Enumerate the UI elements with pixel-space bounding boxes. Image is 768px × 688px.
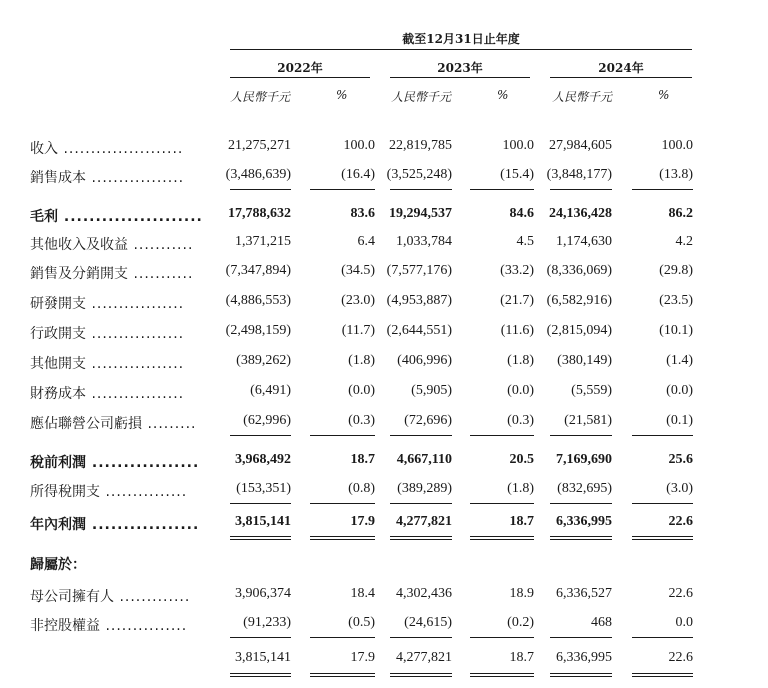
cell-2023-amount: 1,033,784	[396, 234, 452, 249]
double-underline	[550, 673, 612, 677]
row-label-text: 應佔聯營公司虧損	[30, 416, 142, 432]
cell-2022-amount: (62,996)	[243, 413, 291, 428]
cell-2022-amount: 17,788,632	[228, 206, 291, 221]
cell-2024-amount: (21,581)	[564, 413, 612, 428]
cell-2023-amount: (72,696)	[404, 413, 452, 428]
row-label	[30, 167, 184, 187]
cell-2024-amount: (380,149)	[557, 353, 612, 368]
cell-2023-pct: 4.5	[516, 234, 534, 249]
cell-2024-amount: (6,582,916)	[546, 293, 612, 308]
row-label	[30, 514, 199, 534]
cell-2023-amount: (7,577,176)	[386, 263, 452, 278]
leader-dots: ...........	[128, 237, 194, 253]
cell-2023-amount: 4,667,110	[396, 452, 452, 467]
subtotal-underline	[470, 189, 534, 190]
cell-2023-pct: 100.0	[502, 138, 534, 153]
double-underline	[310, 536, 375, 540]
double-underline	[230, 673, 291, 677]
cell-2023-pct: (1.8)	[507, 353, 534, 368]
unit-pct-2024: %	[658, 88, 670, 102]
cell-2022-amount: (4,886,553)	[225, 293, 291, 308]
year-header-2024: 2024年	[598, 61, 644, 75]
cell-2024-pct: (10.1)	[659, 323, 693, 338]
unit-rmb-2024: 人民幣千元	[552, 90, 613, 104]
cell-2022-pct: (34.5)	[341, 263, 375, 278]
cell-2023-amount: (24,615)	[404, 615, 452, 630]
cell-2022-amount: 21,275,271	[228, 138, 291, 153]
double-underline	[230, 536, 291, 540]
cell-2022-pct: 18.4	[350, 586, 375, 601]
double-underline	[470, 536, 534, 540]
cell-2023-amount: (5,905)	[411, 383, 452, 398]
row-label-text: 行政開支	[30, 326, 86, 342]
subtotal-underline	[310, 637, 375, 638]
cell-2022-pct: 17.9	[350, 514, 375, 529]
cell-2024-pct: 22.6	[668, 586, 693, 601]
row-label-text: 收入	[30, 141, 58, 157]
cell-2024-pct: (13.8)	[659, 167, 693, 182]
cell-2024-amount: 7,169,690	[556, 452, 612, 467]
row-label-text: 財務成本	[30, 386, 86, 402]
cell-2024-pct: 0.0	[675, 615, 693, 630]
cell-2022-amount: 3,815,141	[235, 514, 291, 529]
leader-dots: ...............	[100, 618, 188, 634]
cell-2023-amount: (3,525,248)	[386, 167, 452, 182]
cell-2022-amount: (7,347,894)	[225, 263, 291, 278]
cell-2022-amount: (2,498,159)	[225, 323, 291, 338]
leader-dots: .................	[86, 386, 185, 402]
cell-2022-pct: (1.8)	[348, 353, 375, 368]
year-rule-2024	[550, 77, 692, 78]
cell-2022-amount: 3,906,374	[235, 586, 291, 601]
unit-rmb-2023: 人民幣千元	[391, 90, 452, 104]
total-2022-amount: 3,815,141	[235, 650, 291, 665]
cell-2023-amount: (389,289)	[397, 481, 452, 496]
double-underline	[390, 536, 452, 540]
row-label	[30, 353, 184, 373]
subtotal-underline	[310, 503, 375, 504]
double-underline	[632, 536, 693, 540]
subtotal-underline	[550, 503, 612, 504]
row-label	[30, 263, 193, 283]
leader-dots: .........	[142, 416, 197, 432]
total-2023-pct: 18.7	[509, 650, 534, 665]
row-label-text: 毛利	[30, 209, 58, 225]
total-2024-pct: 22.6	[668, 650, 693, 665]
cell-2024-amount: (2,815,094)	[546, 323, 612, 338]
cell-2024-pct: 4.2	[675, 234, 693, 249]
cell-2022-amount: (153,351)	[236, 481, 291, 496]
subtotal-underline	[390, 435, 452, 436]
row-label	[30, 481, 187, 501]
row-label-text: 其他收入及收益	[30, 237, 128, 253]
double-underline	[550, 536, 612, 540]
cell-2023-amount: (4,953,887)	[386, 293, 452, 308]
subtotal-underline	[230, 637, 291, 638]
subtotal-underline	[550, 435, 612, 436]
attributable-label	[30, 586, 190, 606]
total-2023-amount: 4,277,821	[396, 650, 452, 665]
cell-2023-pct: 18.7	[509, 514, 534, 529]
cell-2022-amount: (6,491)	[250, 383, 291, 398]
row-label-text: 其他開支	[30, 356, 86, 372]
cell-2022-pct: (23.0)	[341, 293, 375, 308]
cell-2022-amount: (3,486,639)	[225, 167, 291, 182]
cell-2023-pct: (11.6)	[500, 323, 534, 338]
cell-2024-pct: (0.1)	[666, 413, 693, 428]
leader-dots: .................	[86, 356, 185, 372]
leader-dots: ...........	[128, 266, 194, 282]
leader-dots: .................	[86, 455, 200, 471]
period-header-rule	[230, 49, 692, 50]
row-label	[30, 293, 184, 313]
cell-2024-amount: 6,336,995	[556, 514, 612, 529]
cell-2024-amount: 1,174,630	[556, 234, 612, 249]
cell-2024-pct: 25.6	[668, 452, 693, 467]
cell-2022-amount: (389,262)	[236, 353, 291, 368]
cell-2024-amount: 468	[591, 615, 612, 630]
cell-2024-pct: (1.4)	[666, 353, 693, 368]
leader-dots: ......................	[58, 141, 184, 157]
period-header: 截至12月31日止年度	[402, 32, 520, 46]
subtotal-underline	[230, 503, 291, 504]
subtotal-underline	[550, 637, 612, 638]
row-label	[30, 206, 203, 226]
cell-2023-pct: (0.2)	[507, 615, 534, 630]
unit-pct-2023: %	[497, 88, 509, 102]
leader-dots: .................	[86, 296, 185, 312]
double-underline	[470, 673, 534, 677]
double-underline	[632, 673, 693, 677]
cell-2024-pct: (23.5)	[659, 293, 693, 308]
cell-2024-pct: 86.2	[668, 206, 693, 221]
subtotal-underline	[632, 637, 693, 638]
cell-2024-amount: (8,336,069)	[546, 263, 612, 278]
attributable-heading: 歸屬於：	[30, 557, 86, 573]
year-header-2023: 2023年	[437, 61, 483, 75]
subtotal-underline	[390, 189, 452, 190]
subtotal-underline	[390, 503, 452, 504]
cell-2022-pct: (0.0)	[348, 383, 375, 398]
unit-rmb-2022: 人民幣千元	[230, 90, 291, 104]
subtotal-underline	[390, 637, 452, 638]
double-underline	[310, 673, 375, 677]
cell-2022-pct: (0.5)	[348, 615, 375, 630]
cell-2023-pct: (33.2)	[500, 263, 534, 278]
cell-2023-amount: 22,819,785	[389, 138, 452, 153]
cell-2024-amount: (5,559)	[571, 383, 612, 398]
subtotal-underline	[470, 503, 534, 504]
subtotal-underline	[230, 435, 291, 436]
cell-2022-amount: 1,371,215	[235, 234, 291, 249]
cell-2023-amount: 4,302,436	[396, 586, 452, 601]
cell-2022-pct: 83.6	[350, 206, 375, 221]
row-label	[30, 234, 193, 254]
row-label-text: 年內利潤	[30, 517, 86, 533]
cell-2024-amount: 6,336,527	[556, 586, 612, 601]
cell-2023-pct: 20.5	[509, 452, 534, 467]
cell-2022-pct: (0.3)	[348, 413, 375, 428]
total-2022-pct: 17.9	[350, 650, 375, 665]
cell-2023-pct: (0.3)	[507, 413, 534, 428]
cell-2024-pct: (0.0)	[666, 383, 693, 398]
subtotal-underline	[310, 435, 375, 436]
cell-2023-pct: (0.0)	[507, 383, 534, 398]
row-label-text: 研發開支	[30, 296, 86, 312]
cell-2022-pct: (16.4)	[341, 167, 375, 182]
cell-2023-pct: (15.4)	[500, 167, 534, 182]
cell-2024-pct: 100.0	[661, 138, 693, 153]
row-label	[30, 452, 199, 472]
subtotal-underline	[470, 637, 534, 638]
cell-2023-amount: (406,996)	[397, 353, 452, 368]
leader-dots: ...............	[100, 484, 188, 500]
cell-2022-amount: 3,968,492	[235, 452, 291, 467]
leader-dots: .................	[86, 517, 200, 533]
cell-2022-pct: 6.4	[357, 234, 375, 249]
cell-2022-pct: (0.8)	[348, 481, 375, 496]
cell-2022-pct: (11.7)	[341, 323, 375, 338]
cell-2024-pct: 22.6	[668, 514, 693, 529]
leader-dots: .............	[114, 589, 191, 605]
row-label	[30, 138, 183, 158]
row-label-text: 銷售及分銷開支	[30, 266, 128, 282]
unit-pct-2022: %	[336, 88, 348, 102]
leader-dots: .................	[86, 170, 185, 186]
cell-2024-amount: 27,984,605	[549, 138, 612, 153]
year-rule-2022	[230, 77, 370, 78]
row-label	[30, 413, 197, 433]
row-label-text: 稅前利潤	[30, 455, 86, 471]
total-2024-amount: 6,336,995	[556, 650, 612, 665]
row-label	[30, 383, 184, 403]
cell-2022-pct: 18.7	[350, 452, 375, 467]
cell-2023-amount: 4,277,821	[396, 514, 452, 529]
cell-2023-pct: (1.8)	[507, 481, 534, 496]
subtotal-underline	[470, 435, 534, 436]
attributable-label	[30, 615, 187, 635]
row-label-text: 非控股權益	[30, 618, 100, 634]
cell-2024-amount: (832,695)	[557, 481, 612, 496]
year-rule-2023	[390, 77, 530, 78]
cell-2023-pct: 18.9	[509, 586, 534, 601]
leader-dots: .................	[86, 326, 185, 342]
row-label	[30, 323, 184, 343]
cell-2024-pct: (3.0)	[666, 481, 693, 496]
row-label-text: 所得稅開支	[30, 484, 100, 500]
cell-2024-amount: (3,848,177)	[546, 167, 612, 182]
cell-2023-amount: 19,294,537	[389, 206, 452, 221]
cell-2022-amount: (91,233)	[243, 615, 291, 630]
cell-2023-pct: 84.6	[509, 206, 534, 221]
subtotal-underline	[632, 435, 693, 436]
cell-2022-pct: 100.0	[343, 138, 375, 153]
subtotal-underline	[632, 189, 693, 190]
row-label-text: 母公司擁有人	[30, 589, 114, 605]
row-label-text: 銷售成本	[30, 170, 86, 186]
cell-2024-pct: (29.8)	[659, 263, 693, 278]
cell-2023-amount: (2,644,551)	[386, 323, 452, 338]
double-underline	[390, 673, 452, 677]
subtotal-underline	[230, 189, 291, 190]
subtotal-underline	[550, 189, 612, 190]
subtotal-underline	[310, 189, 375, 190]
cell-2023-pct: (21.7)	[500, 293, 534, 308]
year-header-2022: 2022年	[277, 61, 323, 75]
subtotal-underline	[632, 503, 693, 504]
leader-dots: ......................	[58, 209, 203, 225]
cell-2024-amount: 24,136,428	[549, 206, 612, 221]
